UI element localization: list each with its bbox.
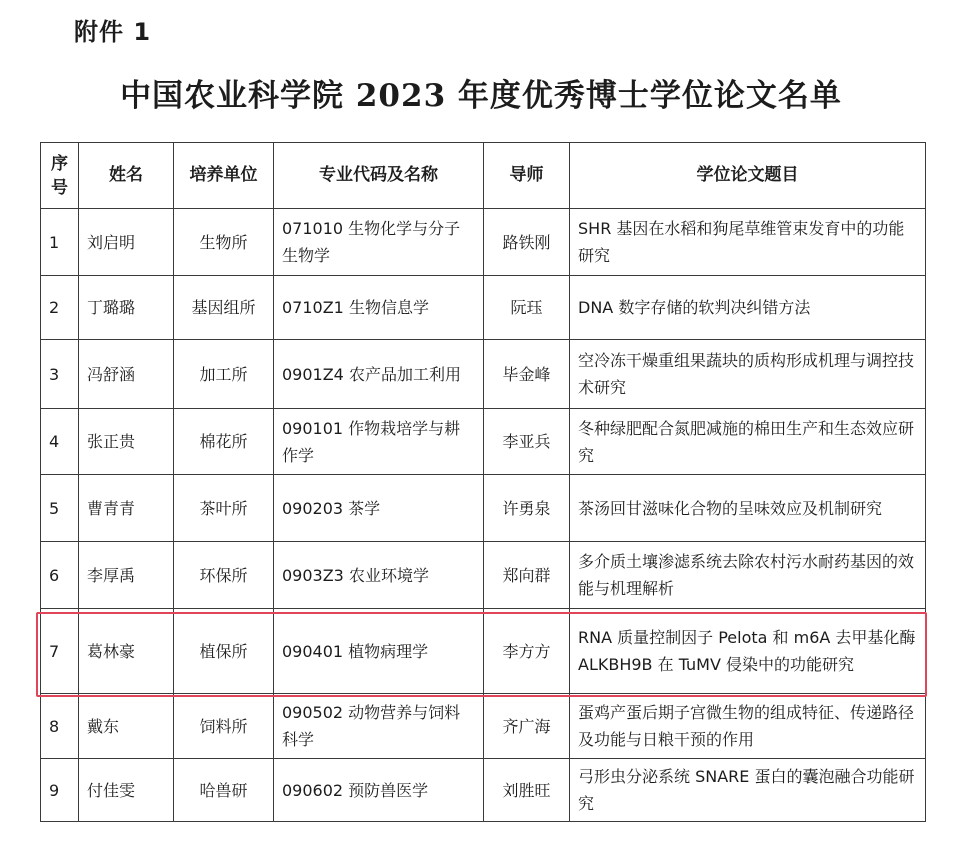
cell-no: 1 (41, 209, 79, 276)
cell-unit: 基因组所 (174, 276, 274, 340)
table-row (41, 276, 926, 340)
cell-unit: 生物所 (174, 209, 274, 276)
table-row (41, 694, 926, 759)
attachment-label: 附件 1 (74, 18, 152, 46)
cell-name: 付佳雯 (79, 759, 174, 822)
document-title: 中国农业科学院 2023 年度优秀博士学位论文名单 (120, 78, 842, 114)
cell-advisor: 阮珏 (484, 276, 570, 340)
table-row (41, 542, 926, 609)
cell-unit: 茶叶所 (174, 475, 274, 542)
cell-thesis: 茶汤回甘滋味化合物的呈味效应及机制研究 (570, 475, 926, 542)
cell-advisor: 许勇泉 (484, 475, 570, 542)
cell-no: 8 (41, 694, 79, 759)
cell-major: 0901Z4 农产品加工利用 (274, 340, 484, 409)
header-advisor: 导师 (484, 143, 570, 209)
cell-advisor: 李亚兵 (484, 409, 570, 475)
cell-major: 0903Z3 农业环境学 (274, 542, 484, 609)
header-unit: 培养单位 (174, 143, 274, 209)
cell-major: 090401 植物病理学 (274, 609, 484, 694)
cell-no: 6 (41, 542, 79, 609)
cell-major: 071010 生物化学与分子生物学 (274, 209, 484, 276)
cell-name: 戴东 (79, 694, 174, 759)
cell-advisor: 路铁刚 (484, 209, 570, 276)
cell-thesis: 冬种绿肥配合氮肥减施的棉田生产和生态效应研究 (570, 409, 926, 475)
cell-thesis: 蛋鸡产蛋后期子宫微生物的组成特征、传递路径及功能与日粮干预的作用 (570, 694, 926, 759)
cell-thesis: 空冷冻干燥重组果蔬块的质构形成机理与调控技术研究 (570, 340, 926, 409)
cell-thesis: DNA 数字存储的软判决纠错方法 (570, 276, 926, 340)
cell-major: 090203 茶学 (274, 475, 484, 542)
table-row (41, 209, 926, 276)
table-row (41, 475, 926, 542)
cell-unit: 饲料所 (174, 694, 274, 759)
cell-unit: 哈兽研 (174, 759, 274, 822)
header-name: 姓名 (79, 143, 174, 209)
cell-name: 李厚禹 (79, 542, 174, 609)
cell-name: 丁璐璐 (79, 276, 174, 340)
cell-unit: 加工所 (174, 340, 274, 409)
table-row (41, 759, 926, 822)
cell-name: 张正贵 (79, 409, 174, 475)
cell-no: 9 (41, 759, 79, 822)
cell-thesis: SHR 基因在水稻和狗尾草维管束发育中的功能研究 (570, 209, 926, 276)
cell-advisor: 李方方 (484, 609, 570, 694)
cell-major: 0710Z1 生物信息学 (274, 276, 484, 340)
table-row (41, 340, 926, 409)
cell-no: 4 (41, 409, 79, 475)
table-header-row (41, 143, 926, 209)
cell-thesis: 弓形虫分泌系统 SNARE 蛋白的囊泡融合功能研究 (570, 759, 926, 822)
cell-major: 090101 作物栽培学与耕作学 (274, 409, 484, 475)
cell-major: 090502 动物营养与饲料科学 (274, 694, 484, 759)
header-no: 序号 (41, 143, 79, 209)
cell-name: 冯舒涵 (79, 340, 174, 409)
cell-advisor: 郑向群 (484, 542, 570, 609)
table-row (41, 409, 926, 475)
cell-unit: 植保所 (174, 609, 274, 694)
cell-thesis: 多介质土壤渗滤系统去除农村污水耐药基因的效能与机理解析 (570, 542, 926, 609)
table-row (41, 609, 926, 694)
cell-no: 2 (41, 276, 79, 340)
cell-advisor: 毕金峰 (484, 340, 570, 409)
header-major: 专业代码及名称 (274, 143, 484, 209)
cell-major: 090602 预防兽医学 (274, 759, 484, 822)
cell-name: 曹青青 (79, 475, 174, 542)
cell-unit: 棉花所 (174, 409, 274, 475)
cell-advisor: 刘胜旺 (484, 759, 570, 822)
cell-no: 3 (41, 340, 79, 409)
cell-unit: 环保所 (174, 542, 274, 609)
thesis-table (40, 142, 926, 822)
cell-advisor: 齐广海 (484, 694, 570, 759)
cell-name: 葛林豪 (79, 609, 174, 694)
cell-name: 刘启明 (79, 209, 174, 276)
cell-no: 7 (41, 609, 79, 694)
header-thesis: 学位论文题目 (570, 143, 926, 209)
cell-no: 5 (41, 475, 79, 542)
cell-thesis: RNA 质量控制因子 Pelota 和 m6A 去甲基化酶 ALKBH9B 在 TuMV 侵染中的功能研究 (570, 609, 926, 694)
